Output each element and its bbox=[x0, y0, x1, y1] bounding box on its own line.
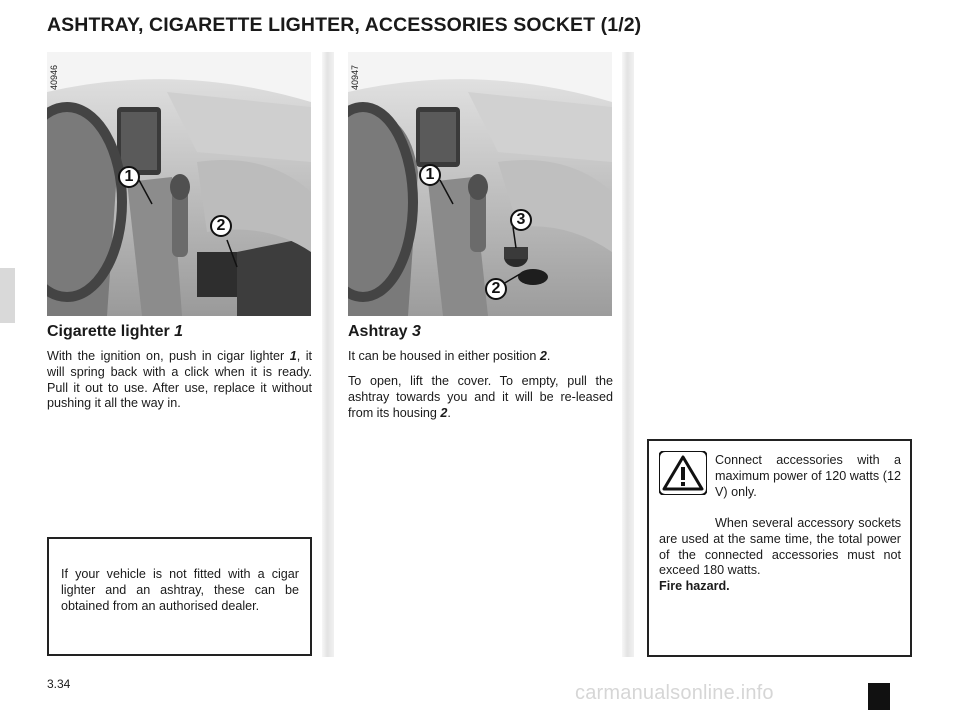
fire-hazard-text: Fire hazard. bbox=[659, 579, 730, 594]
heading-text: Ashtray bbox=[348, 323, 408, 340]
warning-sockets-text: When several accessory sockets are used at the same time, the total power of the connected accessories must not exceed 180 watts. bbox=[659, 516, 901, 578]
heading-ref: 3 bbox=[412, 323, 421, 340]
body-text: It can be housed in either position bbox=[348, 349, 540, 363]
heading-ref: 1 bbox=[174, 323, 184, 340]
callout-2: 2 bbox=[210, 215, 232, 237]
corner-mark bbox=[868, 683, 890, 710]
note-text: If your vehicle is not fitted with a cigar lighter and an ashtray, these can be obtained from an authorised dealer. bbox=[61, 567, 299, 613]
chapter-tab bbox=[0, 268, 15, 323]
watermark: carmanualsonline.info bbox=[575, 682, 774, 704]
body-text: , it will spring back with a click when it is ready. Pull it out to use. After use, replace it without pushing it all the way in. bbox=[47, 349, 312, 411]
callout-3: 3 bbox=[510, 209, 532, 231]
ref-number: 2 bbox=[440, 405, 448, 420]
warning-triangle-icon bbox=[659, 451, 707, 495]
ashtray-position-text bbox=[348, 349, 613, 365]
column-divider-left bbox=[322, 52, 334, 657]
body-text: To open, lift the cover. To empty, pull the ashtray towards you and it will be re-leased from its housing bbox=[348, 374, 613, 420]
ref-number: 1 bbox=[289, 349, 297, 363]
cigarette-lighter-instructions bbox=[47, 349, 312, 412]
dashboard-illustration bbox=[47, 52, 311, 316]
page-title: ASHTRAY, CIGARETTE LIGHTER, ACCESSORIES SOCKET (1/2) bbox=[47, 14, 642, 36]
dashboard-illustration bbox=[348, 52, 612, 316]
cigarette-lighter-heading bbox=[47, 323, 183, 341]
power-warning-box bbox=[647, 439, 912, 657]
body-text: . bbox=[447, 405, 451, 420]
page-number: 3.34 bbox=[47, 677, 71, 691]
ashtray-photo bbox=[348, 52, 612, 316]
callout-1: 1 bbox=[118, 166, 140, 188]
column-divider-right bbox=[622, 52, 634, 657]
callout-2: 2 bbox=[485, 278, 507, 300]
ashtray-heading bbox=[348, 323, 421, 341]
warning-text-primary: Connect accessories with a maximum power of 120 watts (12 V) only. bbox=[715, 453, 901, 499]
body-text: . bbox=[546, 349, 551, 363]
cigarette-lighter-photo bbox=[47, 52, 311, 316]
callout-1: 1 bbox=[419, 164, 441, 186]
body-text: With the ignition on, push in cigar lighter bbox=[47, 349, 290, 363]
image-id: 40947 bbox=[350, 64, 360, 90]
warning-text-secondary bbox=[659, 516, 901, 595]
availability-note bbox=[47, 537, 312, 656]
image-id: 40946 bbox=[49, 64, 59, 90]
heading-text: Cigarette lighter bbox=[47, 323, 170, 340]
ashtray-instructions bbox=[348, 374, 613, 421]
ref-number: 2 bbox=[539, 349, 547, 363]
